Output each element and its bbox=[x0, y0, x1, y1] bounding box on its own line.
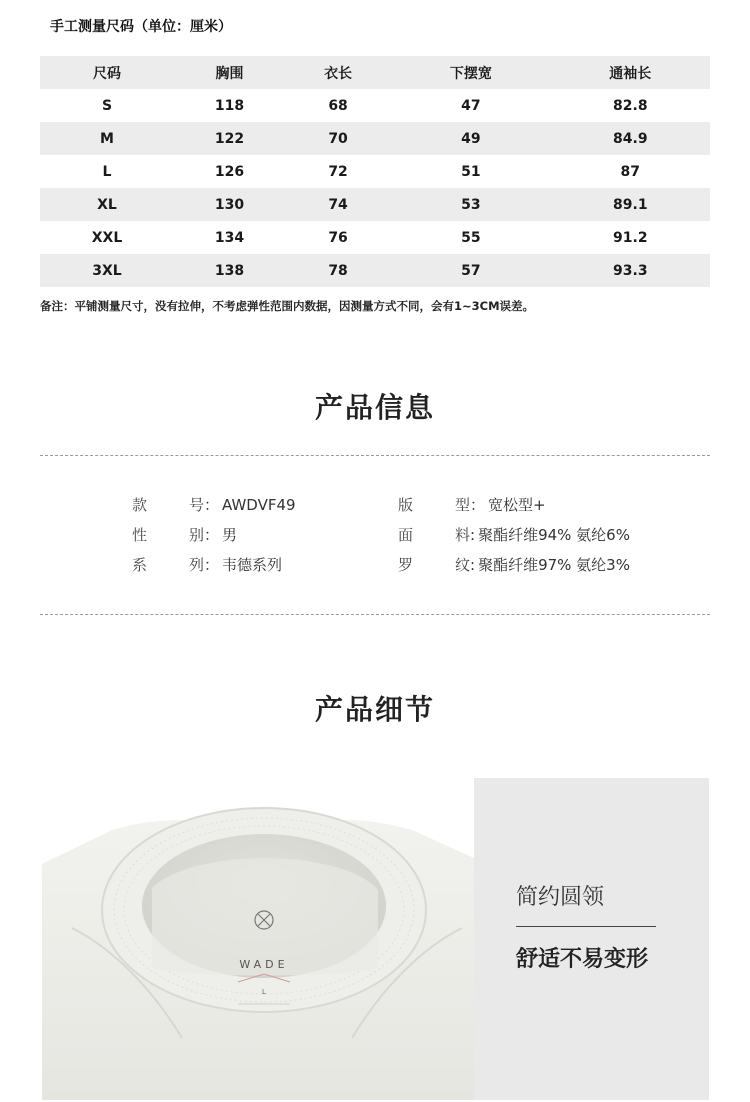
info-colon: ： bbox=[204, 526, 220, 544]
info-label: 罗 纹 bbox=[398, 556, 470, 574]
info-item-fabric bbox=[398, 524, 630, 545]
table-cell: 55 bbox=[461, 229, 481, 246]
table-cell: 89.1 bbox=[613, 196, 648, 213]
table-cell: 91.2 bbox=[613, 229, 648, 246]
info-item-series bbox=[132, 554, 282, 575]
header-length: 衣长 bbox=[324, 65, 353, 82]
table-cell: M bbox=[100, 130, 114, 147]
table-cell: 53 bbox=[461, 196, 481, 213]
info-label: 性 别 bbox=[132, 526, 204, 544]
table-cell: 126 bbox=[214, 163, 245, 180]
sweatshirt-collar-illustration bbox=[42, 778, 474, 1100]
table-row bbox=[40, 89, 710, 122]
feature-subtitle: 简约圆领 bbox=[516, 885, 605, 910]
table-cell: 57 bbox=[461, 262, 481, 279]
size-table-header-row bbox=[40, 56, 710, 89]
info-value: 聚酯纤维97% 氨纶3% bbox=[478, 556, 630, 574]
header-chest: 胸围 bbox=[215, 65, 244, 82]
info-colon: ： bbox=[204, 496, 220, 514]
divider-bottom bbox=[40, 614, 710, 615]
info-item-fit bbox=[398, 494, 546, 515]
info-item-style-no bbox=[132, 494, 296, 515]
table-cell: 74 bbox=[328, 196, 348, 213]
table-cell: 122 bbox=[214, 130, 245, 147]
info-value: 宽松型+ bbox=[488, 496, 546, 514]
table-cell: 130 bbox=[214, 196, 245, 213]
size-tag-text: L bbox=[262, 988, 266, 996]
table-row bbox=[40, 188, 710, 221]
table-cell: S bbox=[101, 97, 113, 114]
feature-divider bbox=[516, 926, 656, 927]
collar-detail-photo bbox=[42, 778, 474, 1100]
table-cell: 68 bbox=[328, 97, 348, 114]
table-cell: 47 bbox=[461, 97, 481, 114]
table-cell: 78 bbox=[328, 262, 348, 279]
header-sleeve: 通袖长 bbox=[609, 65, 652, 82]
info-colon: : bbox=[470, 526, 476, 544]
collar-feature-panel bbox=[474, 778, 709, 1100]
info-colon: ： bbox=[204, 556, 220, 574]
info-colon: ： bbox=[470, 496, 486, 514]
table-cell: L bbox=[102, 163, 112, 180]
brand-tag-text: WADE bbox=[239, 958, 289, 971]
table-cell: 118 bbox=[214, 97, 245, 114]
table-cell: XXL bbox=[91, 229, 123, 246]
size-chart-note: 备注：平铺测量尺寸，没有拉伸，不考虑弹性范围内数据，因测量方式不同，会有1~3CM误差。 bbox=[40, 299, 535, 313]
info-label: 系 列 bbox=[132, 556, 204, 574]
product-info-title: 产品信息 bbox=[314, 391, 435, 424]
info-item-gender bbox=[132, 524, 237, 545]
table-cell: XL bbox=[97, 196, 117, 213]
table-cell: 49 bbox=[461, 130, 481, 147]
table-row bbox=[40, 122, 710, 155]
table-cell: 70 bbox=[328, 130, 348, 147]
table-cell: 138 bbox=[214, 262, 245, 279]
info-value: 韦德系列 bbox=[222, 556, 283, 574]
table-cell: 3XL bbox=[92, 262, 122, 279]
table-cell: 87 bbox=[620, 163, 641, 180]
table-cell: 51 bbox=[461, 163, 481, 180]
table-cell: 72 bbox=[328, 163, 348, 180]
info-item-rib bbox=[398, 554, 630, 575]
info-label: 面 料 bbox=[398, 526, 470, 544]
header-size: 尺码 bbox=[93, 65, 121, 82]
size-chart-table bbox=[40, 56, 710, 287]
info-value: AWDVF49 bbox=[222, 496, 296, 514]
table-cell: 93.3 bbox=[613, 262, 648, 279]
product-detail-title: 产品细节 bbox=[314, 693, 435, 726]
table-row bbox=[40, 254, 710, 287]
table-row bbox=[40, 221, 710, 254]
info-colon: : bbox=[470, 556, 476, 574]
divider-top bbox=[40, 455, 710, 456]
table-cell: 76 bbox=[328, 229, 348, 246]
info-label: 款 号 bbox=[132, 496, 204, 514]
feature-headline: 舒适不易变形 bbox=[516, 947, 649, 972]
table-cell: 134 bbox=[214, 229, 245, 246]
header-hem: 下摆宽 bbox=[449, 65, 492, 82]
info-value: 男 bbox=[222, 526, 238, 544]
size-chart-heading: 手工测量尺码（单位：厘米） bbox=[50, 19, 232, 35]
info-value: 聚酯纤维94% 氨纶6% bbox=[478, 526, 630, 544]
table-row bbox=[40, 155, 710, 188]
table-cell: 84.9 bbox=[613, 130, 648, 147]
info-label: 版 型 bbox=[398, 496, 470, 514]
table-cell: 82.8 bbox=[613, 97, 648, 114]
